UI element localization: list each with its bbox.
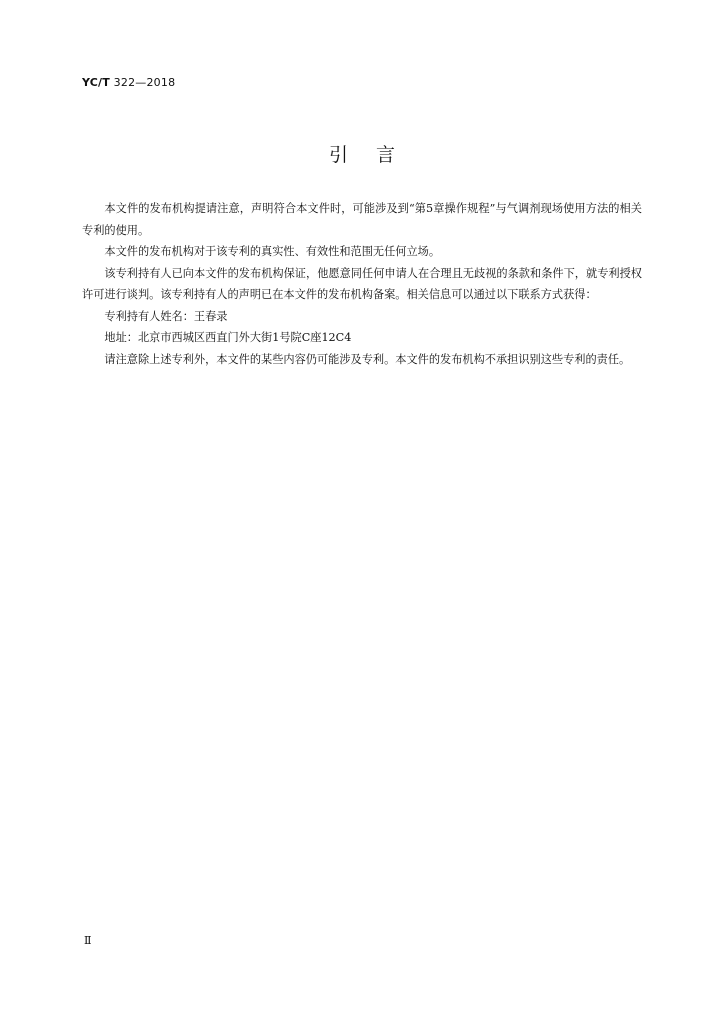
introduction-body [82,198,642,370]
paragraph-no-position: 本文件的发布机构对于该专利的真实性、有效性和范围无任何立场。 [104,245,441,258]
page-title: 引言 [328,144,423,166]
standard-number: 322—2018 [113,76,176,89]
standard-code: YC/T [82,76,110,89]
page-number: Ⅱ [84,934,92,947]
paragraph-holder-address: 地址：北京市西城区西直门外大街1号院C座12C4 [104,331,352,344]
paragraph-holder-name: 专利持有人姓名：王春录 [104,309,228,323]
paragraph-patent-notice: 本文件的发布机构提请注意，声明符合本文件时，可能涉及到“第5章操作规程”与气调剂现场使用方法的相关专利的使用。 [82,202,642,237]
paragraph-disclaimer: 请注意除上述专利外，本文件的某些内容仍可能涉及专利。本文件的发布机构不承担识别这些专利的责任。 [104,352,631,366]
document-header [82,76,175,89]
paragraph-holder-assurance: 该专利持有人已向本文件的发布机构保证，他愿意同任何申请人在合理且无歧视的条款和条件下，就专利授权许可进行谈判。该专利持有人的声明已在本文件的发布机构备案。相关信息可以通过以下联系方式获得： [82,266,642,301]
